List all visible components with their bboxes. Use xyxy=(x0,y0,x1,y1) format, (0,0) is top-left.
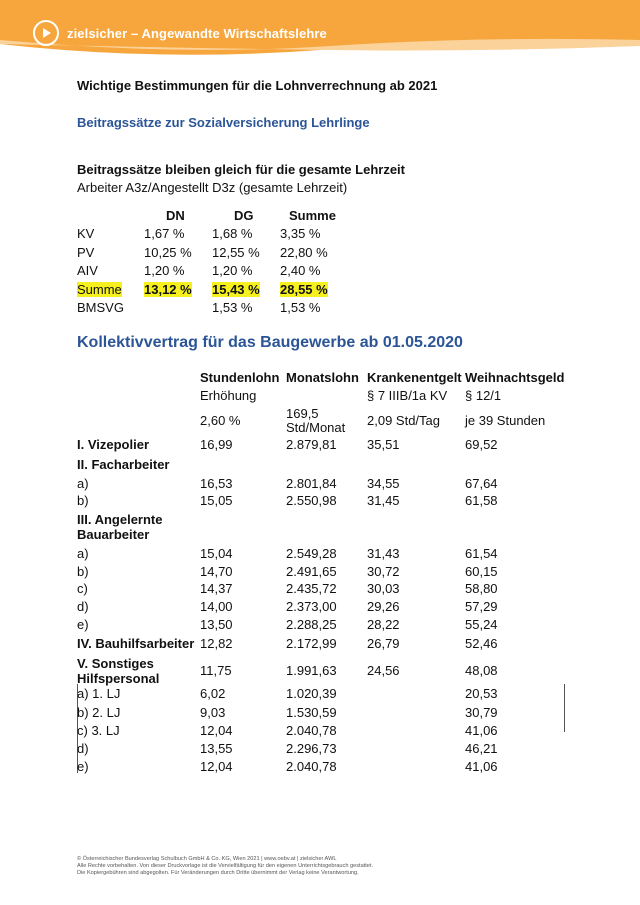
col-summe: Summe xyxy=(289,208,336,223)
kv-row-label: III. Angelernte xyxy=(77,512,163,527)
kv-row xyxy=(0,759,640,777)
kv-cell: 69,52 xyxy=(465,437,498,452)
kv-row-label: I. Vizepolier xyxy=(77,437,150,452)
rate-dg: 1,20 % xyxy=(212,263,253,279)
kv-cell: 15,05 xyxy=(200,493,233,508)
kv-cell: 61,58 xyxy=(465,493,498,508)
footer xyxy=(77,856,373,877)
kv-row xyxy=(0,723,640,741)
kv-cell: 20,53 xyxy=(465,686,498,701)
kv-cell: 34,55 xyxy=(367,476,400,491)
kv-row xyxy=(0,512,640,542)
kv-cell: 35,51 xyxy=(367,437,400,452)
kv-cell: 1.020,39 xyxy=(286,686,337,701)
kv-cell: 2.040,78 xyxy=(286,759,337,774)
contributions-subheading: Beitragssätze bleiben gleich für die gesamte Lehrzeit xyxy=(77,162,405,177)
kv-row xyxy=(0,546,640,564)
kv-cell: 13,50 xyxy=(200,617,233,632)
col-krankenentgelt: Krankenentgelt xyxy=(367,370,462,385)
document-title: Wichtige Bestimmungen für die Lohnverrechnung ab 2021 xyxy=(77,78,438,93)
contributions-subline: Arbeiter A3z/Angestellt D3z (gesamte Lehrzeit) xyxy=(77,180,348,195)
kv-cell: 16,99 xyxy=(200,437,233,452)
kv-subheader-row xyxy=(77,388,597,404)
kv-cell: 2.550,98 xyxy=(286,493,337,508)
kv-cell: 67,64 xyxy=(465,476,498,491)
rate-sum: 1,53 % xyxy=(280,299,321,315)
sub-increase-value: 2,60 % xyxy=(200,413,241,428)
kv-cell: 52,46 xyxy=(465,636,498,651)
kv-row xyxy=(0,599,640,617)
rate-dn: 1,20 % xyxy=(144,263,185,279)
rate-sum-total: 28,55 % xyxy=(280,281,328,297)
kv-cell: 13,55 xyxy=(200,741,233,756)
kv-header-row xyxy=(77,370,597,386)
kv-row-label: d) xyxy=(77,741,89,756)
kv-row xyxy=(0,493,640,511)
kv-row-label: II. Facharbeiter xyxy=(77,457,170,472)
kv-cell: 58,80 xyxy=(465,581,498,596)
section-heading-collective-agreement: Kollektivvertrag für das Baugewerbe ab 01.05.2020 xyxy=(77,334,463,351)
kv-cell: 2.373,00 xyxy=(286,599,337,614)
kv-row xyxy=(0,656,640,686)
brand-name: zielsicher – Angewandte Wirtschaftslehre xyxy=(67,25,327,41)
rate-label-total: Summe xyxy=(77,281,122,297)
rate-label: PV xyxy=(77,244,95,260)
kv-row xyxy=(0,564,640,582)
kv-row-label: b) xyxy=(77,493,89,508)
kv-cell: 29,26 xyxy=(367,599,400,614)
kv-cell: 55,24 xyxy=(465,617,498,632)
sub-std-tag: 2,09 Std/Tag xyxy=(367,413,440,428)
kv-cell: 2.801,84 xyxy=(286,476,337,491)
kv-cell: 12,82 xyxy=(200,636,233,651)
kv-cell: 2.172,99 xyxy=(286,636,337,651)
kv-cell: 2.879,81 xyxy=(286,437,337,452)
rate-dn: 1,67 % xyxy=(144,226,185,242)
sub-std-monat: Std/Monat xyxy=(286,420,346,435)
rate-dg: 1,68 % xyxy=(212,226,253,242)
kv-cell: 1.991,63 xyxy=(286,663,337,678)
kv-cell: 2.040,78 xyxy=(286,723,337,738)
sub-hours-month: 169,5 xyxy=(286,406,319,421)
kv-cell: 14,37 xyxy=(200,581,233,596)
sub-erhoehung: Erhöhung xyxy=(200,388,257,403)
footer-line-1: © Österreichischer Bundesverlag Schulbuch GmbH & Co. KG, Wien 2021 | www.oebv.at | zielsicher AWL xyxy=(77,856,337,862)
rate-label: KV xyxy=(77,226,95,242)
brand xyxy=(33,20,327,46)
kv-row xyxy=(0,617,640,635)
kv-cell: 2.296,73 xyxy=(286,741,337,756)
kv-cell: 31,43 xyxy=(367,546,400,561)
sub-kv-paragraph: § 7 IIIB/1a KV xyxy=(367,388,448,403)
footer-line-3: Die Kopiergebühren sind abgegolten. Für Veränderungen durch Dritte übernimmt der Verlag keine Verantwortung. xyxy=(77,870,359,876)
kv-row-label: c) xyxy=(77,581,88,596)
kv-cell: 9,03 xyxy=(200,705,226,720)
header-banner xyxy=(0,0,640,56)
col-dn: DN xyxy=(166,208,185,223)
col-monatslohn: Monatslohn xyxy=(286,370,359,385)
kv-cell: 12,04 xyxy=(200,759,233,774)
footer-line-2: Alle Rechte vorbehalten. Von dieser Druckvorlage ist die Vervielfältigung für den eigenen Unterrichtsgebrauch gestattet. xyxy=(77,863,374,869)
rate-label: BMSVG xyxy=(77,299,124,315)
col-weihnachtsgeld: Weihnachtsgeld xyxy=(465,370,565,385)
rate-label: AIV xyxy=(77,263,98,279)
kv-row-label: IV. Bauhilfsarbeiter xyxy=(77,636,195,651)
kv-row-label: b) 2. LJ xyxy=(77,705,121,720)
rate-sum: 3,35 % xyxy=(280,226,321,242)
kv-row xyxy=(0,636,640,654)
kv-cell: 41,06 xyxy=(465,759,498,774)
kv-row xyxy=(0,457,640,475)
kv-cell: 48,08 xyxy=(465,663,498,678)
kv-row-label: V. Sonstiges xyxy=(77,656,154,671)
kv-cell: 16,53 xyxy=(200,476,233,491)
kv-subheader-row-2 xyxy=(77,406,597,440)
kv-cell: 14,70 xyxy=(200,564,233,579)
kv-row xyxy=(0,581,640,599)
kv-cell: 2.549,28 xyxy=(286,546,337,561)
kv-row-label: a) 1. LJ xyxy=(77,686,121,701)
col-stundenlohn: Stundenlohn xyxy=(200,370,280,385)
kv-row-label: c) 3. LJ xyxy=(77,723,120,738)
kv-cell: 31,45 xyxy=(367,493,400,508)
kv-cell: 6,02 xyxy=(200,686,226,701)
kv-cell: 41,06 xyxy=(465,723,498,738)
kv-row-label: e) xyxy=(77,759,89,774)
kv-row-label-2: Bauarbeiter xyxy=(77,527,150,542)
kv-cell: 46,21 xyxy=(465,741,498,756)
kv-row-label: d) xyxy=(77,599,89,614)
sub-je-39: je 39 Stunden xyxy=(465,413,546,428)
rate-dg-total: 15,43 % xyxy=(212,281,260,297)
rate-dn: 10,25 % xyxy=(144,244,192,260)
rate-sum: 2,40 % xyxy=(280,263,321,279)
kv-cell: 14,00 xyxy=(200,599,233,614)
kv-cell: 12,04 xyxy=(200,723,233,738)
kv-cell: 1.530,59 xyxy=(286,705,337,720)
kv-cell: 28,22 xyxy=(367,617,400,632)
kv-cell: 30,03 xyxy=(367,581,400,596)
kv-cell: 15,04 xyxy=(200,546,233,561)
kv-row xyxy=(0,741,640,759)
kv-cell: 24,56 xyxy=(367,663,400,678)
kv-row xyxy=(0,705,640,723)
kv-cell: 30,72 xyxy=(367,564,400,579)
col-dg: DG xyxy=(234,208,254,223)
rate-dg: 1,53 % xyxy=(212,299,253,315)
kv-cell: 2.435,72 xyxy=(286,581,337,596)
rate-dg: 12,55 % xyxy=(212,244,260,260)
kv-cell: 2.491,65 xyxy=(286,564,337,579)
kv-cell: 61,54 xyxy=(465,546,498,561)
kv-cell: 11,75 xyxy=(200,663,232,678)
kv-row xyxy=(0,476,640,494)
kv-row-label-2: Hilfspersonal xyxy=(77,671,160,686)
kv-cell: 26,79 xyxy=(367,636,400,651)
rate-sum: 22,80 % xyxy=(280,244,328,260)
play-logo-icon xyxy=(33,20,59,46)
sub-12-1: § 12/1 xyxy=(465,388,502,403)
kv-cell: 57,29 xyxy=(465,599,498,614)
rate-dn-total: 13,12 % xyxy=(144,281,192,297)
kv-cell: 60,15 xyxy=(465,564,498,579)
kv-cell: 30,79 xyxy=(465,705,498,720)
kv-row xyxy=(0,686,640,704)
kv-row-label: a) xyxy=(77,476,89,491)
kv-row xyxy=(0,437,640,455)
kv-row-label: a) xyxy=(77,546,89,561)
kv-cell: 2.288,25 xyxy=(286,617,337,632)
kv-row-label: b) xyxy=(77,564,89,579)
section-heading-contributions: Beitragssätze zur Sozialversicherung Lehrlinge xyxy=(77,115,370,130)
kv-row-label: e) xyxy=(77,617,89,632)
